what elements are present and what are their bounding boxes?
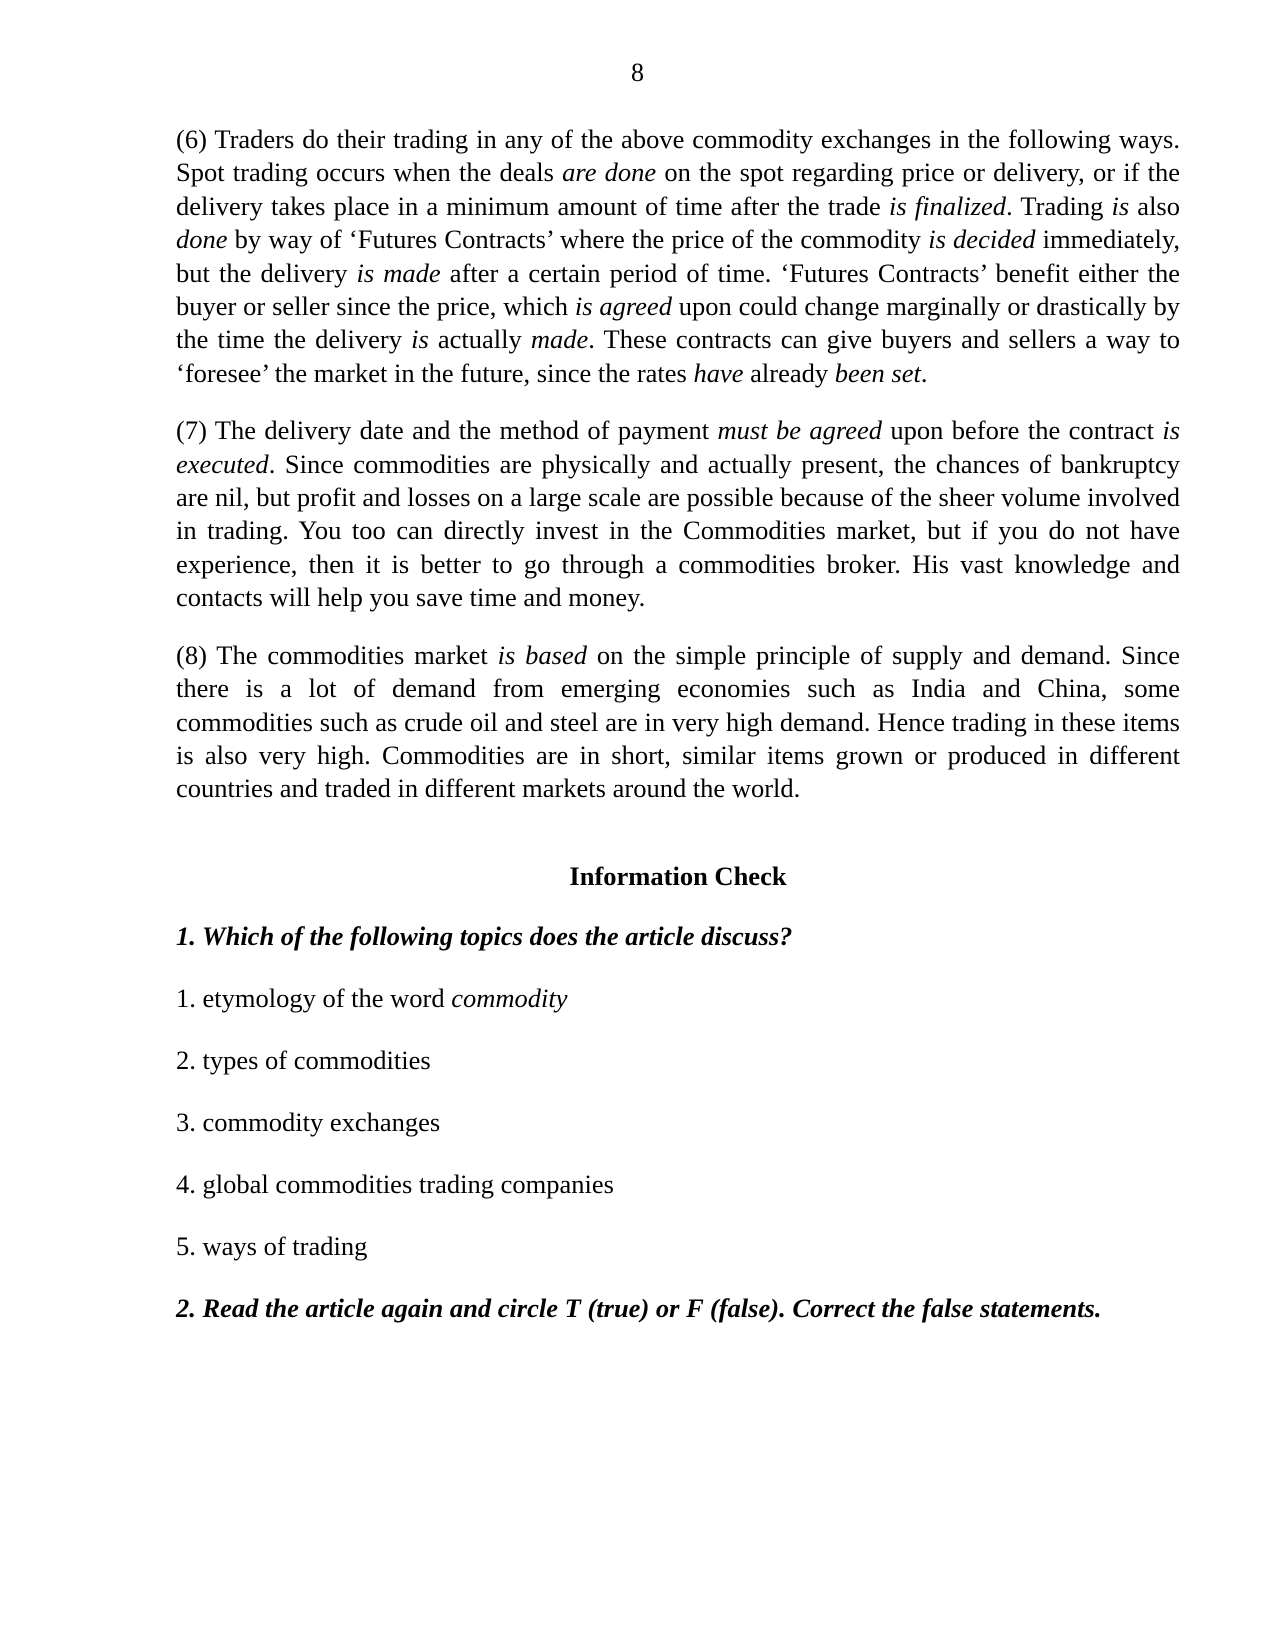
emphasis-text: done	[176, 224, 228, 255]
emphasis-text: have	[693, 357, 744, 388]
section-heading: Information Check	[569, 860, 787, 891]
paragraph-8	[176, 639, 1180, 806]
topic-emphasis: commodity	[451, 982, 568, 1013]
emphasis-text: is	[411, 324, 429, 355]
emphasis-text: must be agreed	[717, 415, 882, 446]
body-text: immediately, but the delivery	[176, 224, 1181, 288]
emphasis-text: are done	[562, 157, 657, 188]
body-text: . Since commodities are physically and actually present, the chances of bankruptcy are nil, but profit and losses on a large scale are possible because of the sheer volume involved in trading. You too can directly invest in the Commodities market, but if you do not have experience, then it is better to go through a commodities broker. His vast knowledge and contacts will help you save time and money.	[176, 448, 1180, 613]
question-1: 1. Which of the following topics does the article discuss?	[176, 920, 793, 951]
body-text: on the simple principle of supply and demand. Since there is a lot of demand from emerging economies such as India and China, some commodities such as crude oil and steel are in very high demand. Hence trading in these items is also very high. Commodities are in short, similar items grown or produced in different countries and traded in different markets around the world.	[176, 639, 1181, 804]
body-text: .	[920, 357, 928, 388]
paragraph-7	[176, 414, 1180, 614]
body-text: . These contracts can give buyers and sellers a way to ‘foresee’ the market in the future, since the rates	[176, 324, 1180, 388]
list-item	[176, 982, 1180, 1015]
body-text: (7) The delivery date and the method of payment	[176, 415, 718, 446]
topic-list	[176, 982, 1180, 1263]
emphasis-text: is made	[356, 257, 441, 288]
body-text: after a certain period of time. ‘Futures Contracts’ benefit either the buyer or seller since the price, which	[176, 257, 1181, 322]
page-content	[176, 123, 1180, 1325]
list-item	[176, 1106, 1180, 1139]
emphasis-text: is executed	[176, 415, 1181, 479]
body-text: upon could change marginally or drastically by the time the delivery	[176, 291, 1180, 355]
body-text: . Trading	[1006, 190, 1112, 221]
body-text: already	[743, 357, 835, 388]
emphasis-text: is	[1111, 190, 1130, 221]
list-item	[176, 1230, 1180, 1263]
emphasis-text: is agreed	[574, 291, 672, 322]
body-text: actually	[428, 324, 531, 355]
emphasis-text: made	[530, 324, 589, 355]
topic-text: 5. ways of trading	[176, 1230, 368, 1261]
topic-text: 1. etymology of the word	[176, 982, 452, 1013]
body-text: (6) Traders do their trading in any of the above commodity exchanges in the following ways. Spot trading occurs when the deals	[176, 124, 1180, 188]
list-item	[176, 1168, 1180, 1201]
topic-text: 2. types of commodities	[176, 1044, 431, 1075]
topic-text: 4. global commodities trading companies	[176, 1168, 614, 1199]
topic-text: 3. commodity exchanges	[176, 1106, 441, 1137]
page-number: 8	[631, 58, 644, 87]
emphasis-text: is finalized	[888, 190, 1007, 221]
body-text: also	[1129, 190, 1180, 221]
question-2: 2. Read the article again and circle T (true) or F (false). Correct the false statements.	[176, 1292, 1102, 1323]
body-text: (8) The commodities market	[176, 639, 498, 670]
emphasis-text: is decided	[928, 224, 1036, 255]
body-text: upon before the contract	[882, 415, 1163, 446]
emphasis-text: is based	[497, 639, 587, 670]
body-text: on the spot regarding price or delivery, or if the delivery takes place in a minimum amount of time after the trade	[176, 157, 1180, 221]
emphasis-text: been set	[834, 357, 921, 388]
paragraph-6	[176, 123, 1180, 390]
body-text: by way of ‘Futures Contracts’ where the price of the commodity	[227, 224, 929, 255]
list-item	[176, 1044, 1180, 1077]
